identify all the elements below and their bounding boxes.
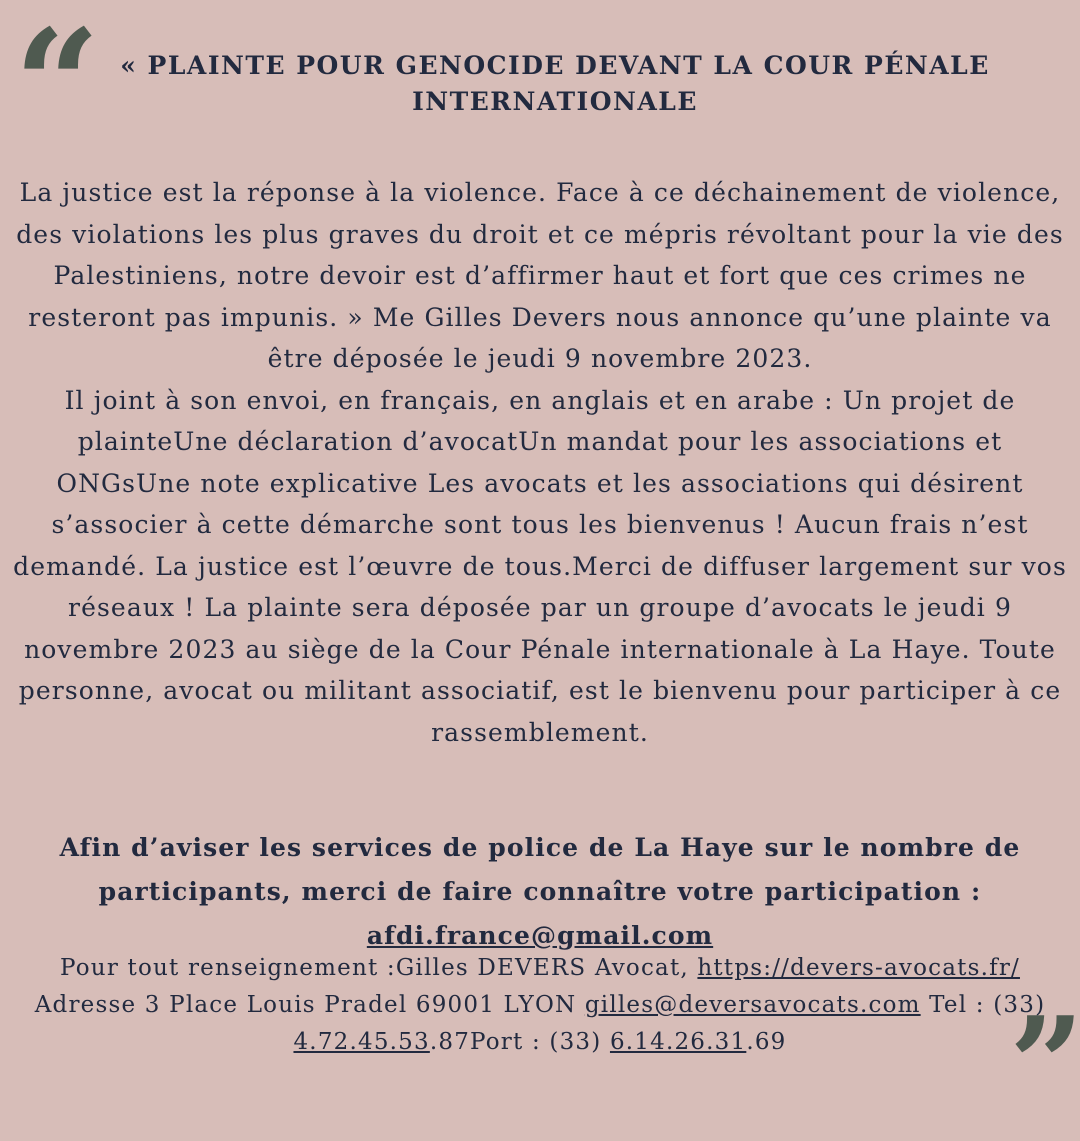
close-quote-icon: ” [1009, 988, 1072, 1141]
open-quote-icon: “ [14, 0, 87, 173]
contact-intro: Pour tout renseignement :Gilles DEVERS Avocat, [60, 955, 698, 981]
notice-text: Afin d’aviser les services de police de La Haye sur le nombre de participants, merci de faire connaître votre participation : [59, 833, 1021, 906]
paragraph-details: Il joint à son envoi, en français, en anglais et en arabe : Un projet de plainteUne déclaration d’avocatUn mandat pour les associations et ONGsUne note explicative Les avocats et les associations qui désirent s’associer à cette démarche sont tous les bienvenus ! Aucun frais n’est demandé. La justice est l’œuvre de tous.Merci de diffuser largement sur vos réseaux ! La plainte sera déposée par un groupe d’avocats le jeudi 9 novembre 2023 au siège de la Cour Pénale internationale à La Haye. Toute personne, avocat ou militant associatif, est le bienvenu pour participer à ce rassemblement. [13, 385, 1067, 747]
body-text [10, 172, 1070, 753]
port-rest: .69 [746, 1029, 787, 1055]
port-link[interactable]: 6.14.26.31 [609, 1029, 747, 1055]
paragraph-quote: La justice est la réponse à la violence. Face à ce déchainement de violence, des violations les plus graves du droit et ce mépris révoltant pour la vie des Palestiniens, notre devoir est d’affirmer haut et fort que ces crimes ne resteront pas impunis. » Me Gilles Devers nous annonce qu’une plainte va être déposée le jeudi 9 novembre 2023. [16, 178, 1064, 373]
contact-address: Adresse 3 Place Louis Pradel 69001 LYON [34, 992, 585, 1018]
tel-link[interactable]: 4.72.45.53 [293, 1029, 430, 1055]
tel-rest: .87Port : (33) [429, 1029, 610, 1055]
page-title: « PLAINTE POUR GENOCIDE DEVANT LA COUR PÉNALE INTERNATIONALE [120, 51, 990, 116]
participation-email-link[interactable]: afdi.france@gmail.com [366, 921, 714, 950]
tel-label: Tel : (33) [920, 992, 1046, 1018]
contact-email-link[interactable]: gilles@deversavocats.com [584, 992, 921, 1018]
participation-notice [10, 826, 1070, 958]
contact-info [20, 950, 1060, 1061]
website-link[interactable]: https://devers-avocats.fr/ [697, 955, 1020, 981]
